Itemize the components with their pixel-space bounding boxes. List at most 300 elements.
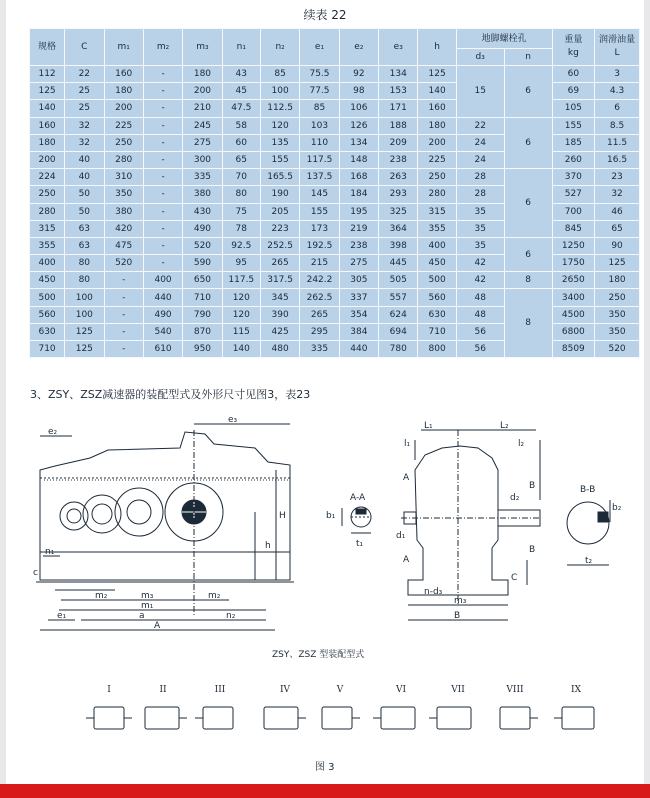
cell-m3: 520 [183,237,222,254]
cell-e1: 117.5 [300,151,339,168]
cell-m3: 380 [183,186,222,203]
label-C: C [511,573,518,583]
cell-c: 125 [65,341,104,358]
cell-spec: 450 [30,272,65,289]
cell-e3: 238 [379,151,418,168]
cell-e3: 153 [379,83,418,100]
cell-n2: 190 [260,186,299,203]
cell-e2: 219 [339,220,378,237]
label-nd3: n-d₃ [424,587,443,597]
cell-oil: 350 [595,323,640,340]
cell-d3: 35 [456,237,504,254]
cell-spec: 710 [30,341,65,358]
cell-n1: 45 [222,83,260,100]
cell-c: 100 [65,306,104,323]
cell-m2: - [143,255,182,272]
cell-n: 6 [504,66,552,118]
col-n: n [504,49,552,66]
cell-w: 69 [552,83,595,100]
label-H: H [279,511,286,521]
cell-spec: 250 [30,186,65,203]
cell-c: 63 [65,220,104,237]
cell-n2: 390 [260,306,299,323]
weight-label: 重量 [564,35,583,45]
cell-oil: 8.5 [595,117,640,134]
cell-w: 60 [552,66,595,83]
cell-e2: 168 [339,169,378,186]
cell-spec: 280 [30,203,65,220]
cell-n1: 80 [222,186,260,203]
cell-e2: 305 [339,272,378,289]
cell-n1: 78 [222,220,260,237]
cell-e1: 192.5 [300,237,339,254]
cell-m3: 790 [183,306,222,323]
cell-e3: 134 [379,66,418,83]
cell-d3: 48 [456,289,504,306]
cell-oil: 6 [595,100,640,117]
cell-m2: - [143,100,182,117]
cell-n2: 317.5 [260,272,299,289]
cell-w: 260 [552,151,595,168]
cell-w: 700 [552,203,595,220]
cell-m1: 310 [104,169,143,186]
label-BB: B-B [580,485,596,495]
col-h: h [418,29,456,66]
roman-8: VIII [506,685,524,695]
cell-n1: 92.5 [222,237,260,254]
cell-e2: 337 [339,289,378,306]
cell-n2: 112.5 [260,100,299,117]
label-b2: b₂ [612,503,622,513]
cell-w: 185 [552,134,595,151]
cell-spec: 560 [30,306,65,323]
cell-c: 50 [65,186,104,203]
cell-d3: 42 [456,255,504,272]
cell-m1: 180 [104,83,143,100]
section-heading: 3、ZSY、ZSZ减速器的装配型式及外形尺寸见图3，表23 [30,388,311,401]
cell-n2: 135 [260,134,299,151]
cell-w: 2650 [552,272,595,289]
cell-n2: 480 [260,341,299,358]
cell-e3: 398 [379,237,418,254]
cell-w: 1750 [552,255,595,272]
label-B-top: B [529,481,536,491]
cell-m3: 200 [183,83,222,100]
cell-e1: 155 [300,203,339,220]
cell-n2: 120 [260,117,299,134]
cell-e1: 265 [300,306,339,323]
cell-spec: 500 [30,289,65,306]
cell-e1: 137.5 [300,169,339,186]
cell-e3: 293 [379,186,418,203]
cell-c: 100 [65,289,104,306]
cell-e2: 92 [339,66,378,83]
label-d2: d₂ [510,493,520,503]
subcaption: ZSY、ZSZ 型装配型式 [272,650,365,660]
cell-m1: 520 [104,255,143,272]
cell-m1: - [104,306,143,323]
front-view-drawing [36,424,294,630]
cell-c: 40 [65,169,104,186]
cell-spec: 140 [30,100,65,117]
cell-m2: - [143,151,182,168]
cell-c: 125 [65,323,104,340]
cell-m3: 950 [183,341,222,358]
cell-n1: 117.5 [222,272,260,289]
cell-d3: 22 [456,117,504,134]
label-A: A [154,621,161,631]
cell-e1: 145 [300,186,339,203]
roman-9: IX [571,685,581,695]
cell-n2: 205 [260,203,299,220]
cell-spec: 160 [30,117,65,134]
cell-e3: 325 [379,203,418,220]
cell-e3: 364 [379,220,418,237]
cell-e1: 262.5 [300,289,339,306]
cell-d3: 56 [456,323,504,340]
cell-oil: 250 [595,289,640,306]
cell-m1: - [104,323,143,340]
cell-oil: 65 [595,220,640,237]
cell-e3: 624 [379,306,418,323]
cell-e1: 295 [300,323,339,340]
col-n1: n₁ [222,29,260,66]
cell-m1: 160 [104,66,143,83]
cell-n2: 345 [260,289,299,306]
cell-h: 125 [418,66,456,83]
cell-m2: - [143,117,182,134]
cell-m2: - [143,83,182,100]
cell-spec: 180 [30,134,65,151]
cell-n2: 100 [260,83,299,100]
cell-h: 160 [418,100,456,117]
label-L1: L₁ [424,421,433,431]
label-e2: e₂ [48,427,58,437]
cell-e2: 148 [339,151,378,168]
cell-d3: 28 [456,169,504,186]
cell-n2: 252.5 [260,237,299,254]
cell-n1: 140 [222,341,260,358]
cell-m1: 350 [104,186,143,203]
label-m3-side: m₃ [454,596,467,606]
label-m2b: m₂ [208,591,221,601]
cell-m2: - [143,237,182,254]
cell-m2: - [143,134,182,151]
cell-h: 180 [418,117,456,134]
cell-w: 1250 [552,237,595,254]
cell-c: 32 [65,134,104,151]
cell-m1: - [104,272,143,289]
cell-e1: 215 [300,255,339,272]
cell-e2: 354 [339,306,378,323]
cell-d3: 35 [456,220,504,237]
weight-unit: kg [567,48,579,58]
cell-m3: 430 [183,203,222,220]
col-e3: e₃ [379,29,418,66]
cell-w: 370 [552,169,595,186]
cell-oil: 520 [595,341,640,358]
section-aa-drawing [342,507,371,533]
cell-c: 80 [65,255,104,272]
cell-e2: 238 [339,237,378,254]
cell-e3: 694 [379,323,418,340]
cell-m2: 540 [143,323,182,340]
table-title: 续表 22 [303,8,347,22]
cell-e2: 275 [339,255,378,272]
cell-n2: 425 [260,323,299,340]
label-h: h [265,541,271,551]
label-l2: l₂ [518,439,525,449]
label-e1: e₁ [57,611,67,621]
cell-w: 845 [552,220,595,237]
col-bolt: 地脚螺栓孔 [456,29,552,49]
label-m3: m₃ [141,591,154,601]
cell-h: 250 [418,169,456,186]
cell-m3: 870 [183,323,222,340]
roman-3: III [214,685,226,695]
cell-n2: 165.5 [260,169,299,186]
label-m1: m₁ [141,601,154,611]
col-m3: m₃ [183,29,222,66]
cell-h: 800 [418,341,456,358]
cell-e3: 780 [379,341,418,358]
cell-m3: 335 [183,169,222,186]
cell-e3: 171 [379,100,418,117]
cell-n2: 223 [260,220,299,237]
cell-h: 225 [418,151,456,168]
cell-m1: 225 [104,117,143,134]
cell-h: 710 [418,323,456,340]
label-B-bottom: B [529,545,536,555]
cell-oil: 180 [595,272,640,289]
cell-spec: 315 [30,220,65,237]
cell-m2: 490 [143,306,182,323]
oil-unit: L [614,48,620,58]
cell-m2: - [143,169,182,186]
cell-spec: 224 [30,169,65,186]
cell-spec: 112 [30,66,65,83]
label-t2: t₂ [585,556,593,566]
cell-h: 500 [418,272,456,289]
cell-m1: 280 [104,151,143,168]
col-e1: e₁ [300,29,339,66]
cell-w: 527 [552,186,595,203]
cell-n1: 95 [222,255,260,272]
cell-n1: 47.5 [222,100,260,117]
cell-h: 140 [418,83,456,100]
cell-h: 560 [418,289,456,306]
cell-d3: 24 [456,151,504,168]
cell-spec: 400 [30,255,65,272]
cell-n: 6 [504,169,552,238]
cell-h: 450 [418,255,456,272]
cell-c: 50 [65,203,104,220]
cell-c: 22 [65,66,104,83]
cell-m2: 440 [143,289,182,306]
cell-d3: 48 [456,306,504,323]
cell-m2: - [143,66,182,83]
cell-h: 630 [418,306,456,323]
figure-caption: 图 3 [315,762,335,773]
cell-spec: 200 [30,151,65,168]
cell-m3: 180 [183,66,222,83]
cell-n1: 120 [222,306,260,323]
cell-n1: 75 [222,203,260,220]
cell-oil: 90 [595,237,640,254]
cell-m3: 490 [183,220,222,237]
label-AA: A-A [350,493,366,503]
cell-e1: 77.5 [300,83,339,100]
cell-n1: 65 [222,151,260,168]
cell-spec: 125 [30,83,65,100]
cell-oil: 16.5 [595,151,640,168]
roman-1: I [107,685,111,695]
cell-e2: 106 [339,100,378,117]
cell-m3: 275 [183,134,222,151]
cell-c: 40 [65,151,104,168]
cell-spec: 355 [30,237,65,254]
label-l1: l₁ [404,439,411,449]
cell-c: 25 [65,100,104,117]
cell-e2: 126 [339,117,378,134]
cell-d3: 28 [456,186,504,203]
label-c: c [33,568,38,578]
cell-oil: 3 [595,66,640,83]
col-n2: n₂ [260,29,299,66]
cell-d3: 42 [456,272,504,289]
cell-w: 105 [552,100,595,117]
cell-m3: 300 [183,151,222,168]
cell-e3: 188 [379,117,418,134]
cell-e1: 75.5 [300,66,339,83]
cell-e1: 85 [300,100,339,117]
cell-n: 8 [504,272,552,289]
cell-e1: 242.2 [300,272,339,289]
cell-h: 355 [418,220,456,237]
assembly-types [86,707,594,729]
cell-m3: 650 [183,272,222,289]
cell-w: 8509 [552,341,595,358]
cell-n2: 265 [260,255,299,272]
cell-e2: 440 [339,341,378,358]
cell-e1: 103 [300,117,339,134]
cell-w: 6800 [552,323,595,340]
cell-n1: 70 [222,169,260,186]
cell-c: 80 [65,272,104,289]
oil-label: 润滑油量 [599,35,636,45]
cell-oil: 46 [595,203,640,220]
cell-n1: 58 [222,117,260,134]
cell-h: 315 [418,203,456,220]
roman-4: IV [279,685,291,695]
col-m2: m₂ [143,29,182,66]
cell-e3: 445 [379,255,418,272]
label-t1: t₁ [356,539,364,549]
cell-m3: 245 [183,117,222,134]
cell-oil: 4.3 [595,83,640,100]
cell-n1: 43 [222,66,260,83]
cell-h: 200 [418,134,456,151]
cell-e1: 335 [300,341,339,358]
label-B-width: B [454,611,461,621]
roman-2: II [159,685,167,695]
cell-h: 400 [418,237,456,254]
cell-oil: 23 [595,169,640,186]
cell-n: 6 [504,117,552,169]
roman-7: VII [451,685,465,695]
cell-n2: 85 [260,66,299,83]
cell-m1: 475 [104,237,143,254]
cell-m1: 380 [104,203,143,220]
label-m2: m₂ [95,591,108,601]
cell-n1: 60 [222,134,260,151]
cell-w: 4500 [552,306,595,323]
label-d1: d₁ [396,531,406,541]
cell-d3: 15 [456,66,504,118]
label-a: a [139,611,145,621]
cell-c: 32 [65,117,104,134]
cell-n1: 120 [222,289,260,306]
cell-m1: 200 [104,100,143,117]
cell-d3: 35 [456,203,504,220]
cell-m1: 420 [104,220,143,237]
cell-e2: 98 [339,83,378,100]
cell-w: 3400 [552,289,595,306]
cell-e2: 384 [339,323,378,340]
cell-m2: - [143,220,182,237]
cell-m3: 590 [183,255,222,272]
cell-m3: 210 [183,100,222,117]
cell-e3: 209 [379,134,418,151]
cell-m2: - [143,203,182,220]
cell-e1: 173 [300,220,339,237]
label-n1: n₁ [45,547,55,557]
cell-e2: 184 [339,186,378,203]
cell-e1: 110 [300,134,339,151]
cell-d3: 56 [456,341,504,358]
cell-n1: 115 [222,323,260,340]
cell-h: 280 [418,186,456,203]
label-n2: n₂ [226,611,236,621]
cell-e2: 195 [339,203,378,220]
col-d3: d₃ [456,49,504,66]
cell-m3: 710 [183,289,222,306]
label-b1: b₁ [326,511,336,521]
cell-oil: 32 [595,186,640,203]
label-A-arrow: A [403,473,410,483]
cell-m2: - [143,186,182,203]
label-e3: e₃ [228,415,238,425]
cell-e3: 505 [379,272,418,289]
cell-m1: - [104,289,143,306]
cell-oil: 350 [595,306,640,323]
cell-e3: 557 [379,289,418,306]
cell-m1: 250 [104,134,143,151]
cell-oil: 125 [595,255,640,272]
label-L2: L₂ [500,421,509,431]
cell-m2: 400 [143,272,182,289]
col-e2: e₂ [339,29,378,66]
cell-d3: 24 [456,134,504,151]
cell-n2: 155 [260,151,299,168]
cell-m2: 610 [143,341,182,358]
label-A-arrow2: A [403,555,410,565]
roman-5: V [336,685,344,695]
col-m1: m₁ [104,29,143,66]
roman-6: VI [395,685,407,695]
cell-c: 63 [65,237,104,254]
cell-c: 25 [65,83,104,100]
